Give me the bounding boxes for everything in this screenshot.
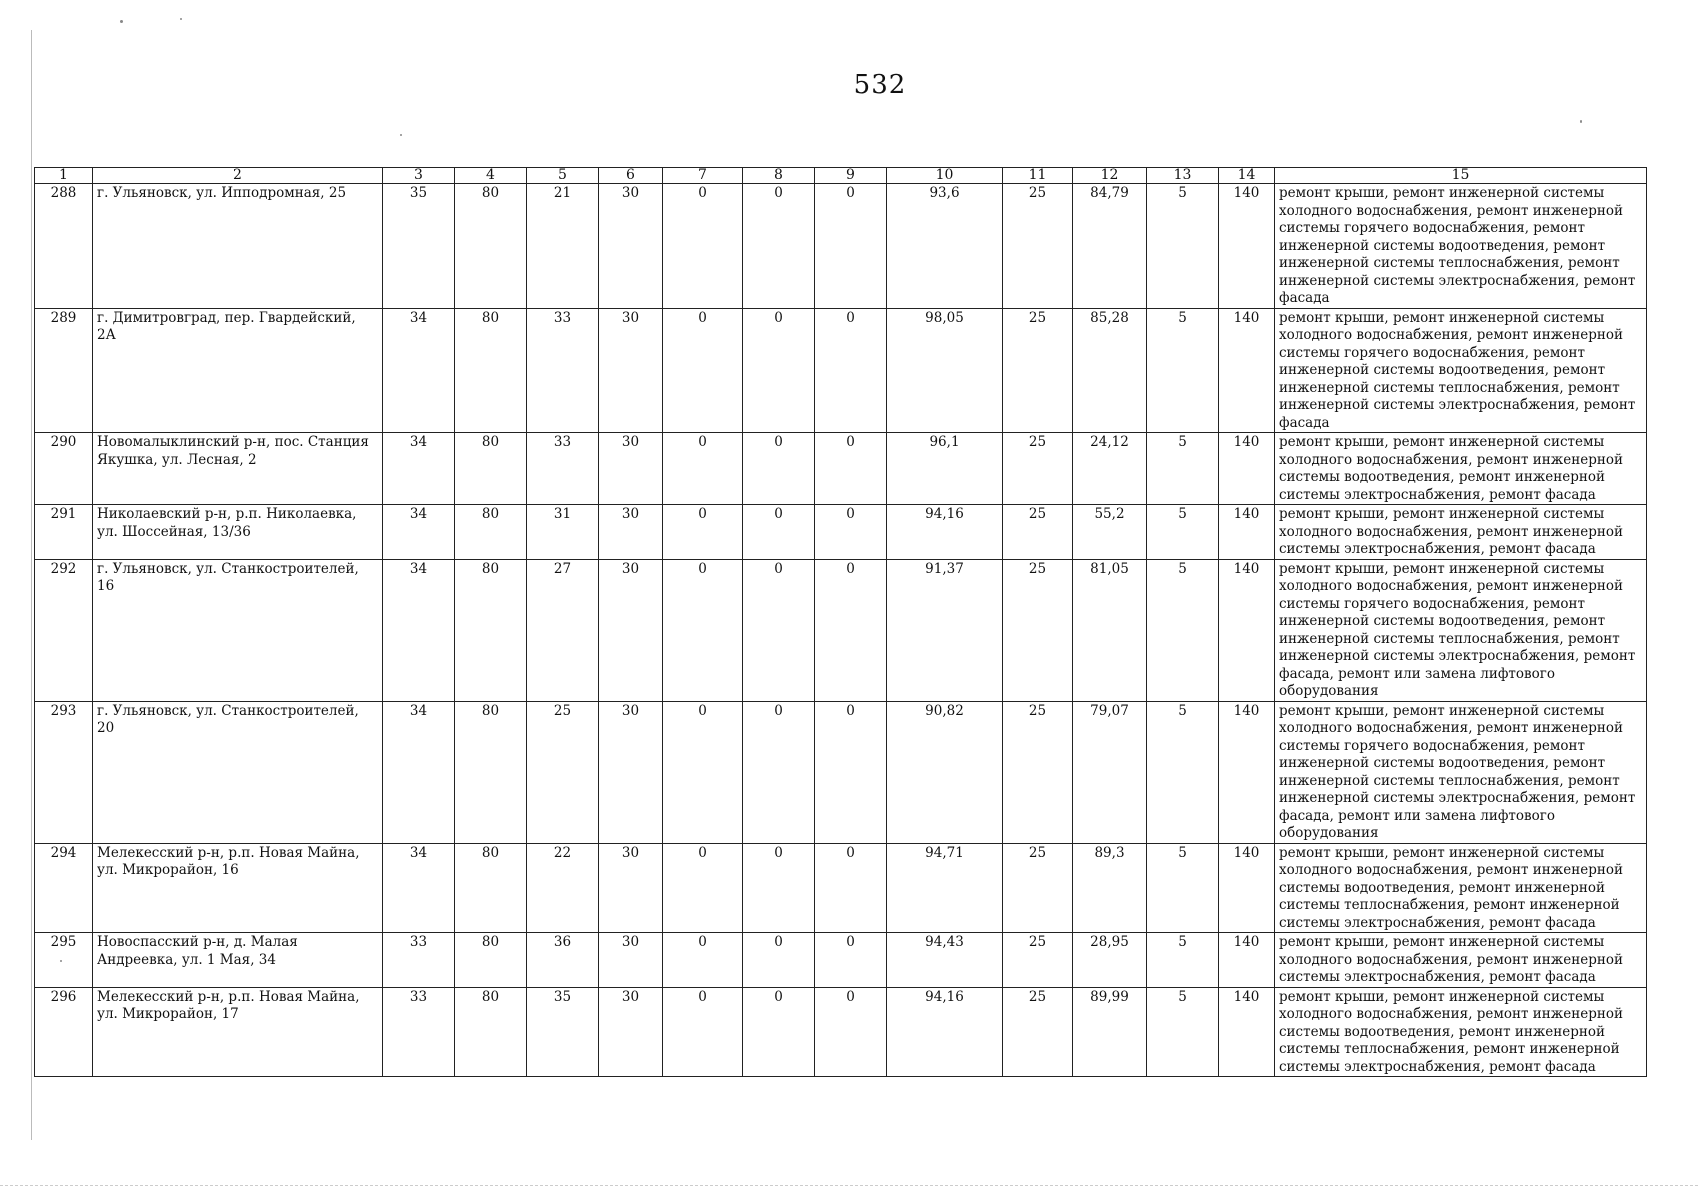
- cell-col-12: 81,05: [1073, 559, 1147, 701]
- cell-col-6: 30: [599, 701, 663, 843]
- cell-col-3: 33: [383, 933, 455, 988]
- table-row: [35, 701, 1647, 843]
- cell-col-7: 0: [663, 933, 743, 988]
- cell-col-13: 5: [1147, 933, 1219, 988]
- column-header: 13: [1147, 168, 1219, 184]
- cell-col-11: 25: [1003, 843, 1073, 933]
- cell-col-12: 28,95: [1073, 933, 1147, 988]
- column-header: 9: [815, 168, 887, 184]
- cell-col-6: 30: [599, 433, 663, 505]
- cell-col-12: 55,2: [1073, 505, 1147, 560]
- scan-bottom-edge: [0, 1185, 1698, 1186]
- cell-col-7: 0: [663, 559, 743, 701]
- cell-work-types: ремонт крыши, ремонт инженерной системы холодного водоснабжения, ремонт инженерной системы горячего водоснабжения, ремонт инженерной системы водоотведения, ремонт инженерной системы теплоснабжения, ремонт инженерной системы электроснабжения, ремонт фасада, ремонт или замена лифтового оборудования: [1275, 701, 1647, 843]
- cell-col-5: 33: [527, 308, 599, 433]
- cell-col-10: 94,16: [887, 987, 1003, 1077]
- cell-col-7: 0: [663, 843, 743, 933]
- cell-col-11: 25: [1003, 433, 1073, 505]
- cell-row-number: 289: [35, 308, 93, 433]
- cell-work-types: ремонт крыши, ремонт инженерной системы холодного водоснабжения, ремонт инженерной системы горячего водоснабжения, ремонт инженерной системы водоотведения, ремонт инженерной системы теплоснабжения, ремонт инженерной системы электроснабжения, ремонт фасада, ремонт или замена лифтового оборудования: [1275, 559, 1647, 701]
- scan-speck: [180, 18, 182, 20]
- cell-col-5: 25: [527, 701, 599, 843]
- column-header: 3: [383, 168, 455, 184]
- table-row: [35, 933, 1647, 988]
- cell-col-4: 80: [455, 505, 527, 560]
- table-row: [35, 505, 1647, 560]
- cell-col-8: 0: [743, 505, 815, 560]
- cell-col-6: 30: [599, 559, 663, 701]
- cell-col-6: 30: [599, 933, 663, 988]
- cell-col-8: 0: [743, 701, 815, 843]
- column-header: 10: [887, 168, 1003, 184]
- cell-col-10: 93,6: [887, 184, 1003, 309]
- cell-work-types: ремонт крыши, ремонт инженерной системы холодного водоснабжения, ремонт инженерной системы электроснабжения, ремонт фасада: [1275, 933, 1647, 988]
- registry-table: [34, 167, 1647, 1077]
- cell-col-10: 94,16: [887, 505, 1003, 560]
- cell-col-12: 89,99: [1073, 987, 1147, 1077]
- cell-col-10: 94,71: [887, 843, 1003, 933]
- cell-col-14: 140: [1219, 987, 1275, 1077]
- cell-col-4: 80: [455, 933, 527, 988]
- cell-col-11: 25: [1003, 308, 1073, 433]
- cell-col-14: 140: [1219, 308, 1275, 433]
- cell-col-3: 34: [383, 505, 455, 560]
- cell-col-4: 80: [455, 843, 527, 933]
- cell-col-7: 0: [663, 505, 743, 560]
- cell-col-9: 0: [815, 433, 887, 505]
- cell-col-13: 5: [1147, 308, 1219, 433]
- cell-work-types: ремонт крыши, ремонт инженерной системы холодного водоснабжения, ремонт инженерной системы горячего водоснабжения, ремонт инженерной системы водоотведения, ремонт инженерной системы теплоснабжения, ремонт инженерной системы электроснабжения, ремонт фасада: [1275, 308, 1647, 433]
- cell-col-13: 5: [1147, 433, 1219, 505]
- cell-col-5: 22: [527, 843, 599, 933]
- cell-col-4: 80: [455, 701, 527, 843]
- cell-col-3: 35: [383, 184, 455, 309]
- cell-col-14: 140: [1219, 843, 1275, 933]
- table-row: [35, 843, 1647, 933]
- cell-col-11: 25: [1003, 987, 1073, 1077]
- cell-col-7: 0: [663, 184, 743, 309]
- cell-col-13: 5: [1147, 843, 1219, 933]
- cell-col-8: 0: [743, 559, 815, 701]
- page-number: 532: [853, 70, 907, 100]
- cell-col-13: 5: [1147, 987, 1219, 1077]
- cell-col-12: 85,28: [1073, 308, 1147, 433]
- cell-col-11: 25: [1003, 184, 1073, 309]
- table-row: [35, 987, 1647, 1077]
- cell-col-14: 140: [1219, 559, 1275, 701]
- cell-col-9: 0: [815, 701, 887, 843]
- cell-col-13: 5: [1147, 505, 1219, 560]
- cell-col-5: 35: [527, 987, 599, 1077]
- cell-col-5: 36: [527, 933, 599, 988]
- cell-row-number: 293: [35, 701, 93, 843]
- table-row: [35, 433, 1647, 505]
- cell-col-7: 0: [663, 308, 743, 433]
- header-row: [35, 168, 1647, 184]
- cell-work-types: ремонт крыши, ремонт инженерной системы холодного водоснабжения, ремонт инженерной системы водоотведения, ремонт инженерной системы электроснабжения, ремонт фасада: [1275, 433, 1647, 505]
- cell-col-10: 98,05: [887, 308, 1003, 433]
- cell-col-9: 0: [815, 559, 887, 701]
- cell-col-10: 91,37: [887, 559, 1003, 701]
- cell-work-types: ремонт крыши, ремонт инженерной системы холодного водоснабжения, ремонт инженерной системы водоотведения, ремонт инженерной системы теплоснабжения, ремонт инженерной системы электроснабжения, ремонт фасада: [1275, 843, 1647, 933]
- cell-col-7: 0: [663, 987, 743, 1077]
- scan-speck: [120, 20, 123, 23]
- cell-address: Новомалыклинский р-н, пос. Станция Якушка, ул. Лесная, 2: [93, 433, 383, 505]
- column-header: 8: [743, 168, 815, 184]
- cell-row-number: 291: [35, 505, 93, 560]
- cell-address: г. Ульяновск, ул. Ипподромная, 25: [93, 184, 383, 309]
- cell-col-6: 30: [599, 843, 663, 933]
- cell-col-6: 30: [599, 184, 663, 309]
- scan-speck: [1580, 120, 1582, 123]
- cell-col-5: 21: [527, 184, 599, 309]
- column-header: 5: [527, 168, 599, 184]
- column-header: 4: [455, 168, 527, 184]
- column-header: 6: [599, 168, 663, 184]
- cell-col-5: 31: [527, 505, 599, 560]
- column-header: 15: [1275, 168, 1647, 184]
- cell-col-12: 89,3: [1073, 843, 1147, 933]
- column-header: 12: [1073, 168, 1147, 184]
- cell-col-4: 80: [455, 308, 527, 433]
- cell-col-6: 30: [599, 987, 663, 1077]
- cell-col-8: 0: [743, 433, 815, 505]
- cell-col-4: 80: [455, 433, 527, 505]
- cell-col-10: 90,82: [887, 701, 1003, 843]
- cell-col-3: 34: [383, 308, 455, 433]
- cell-col-11: 25: [1003, 933, 1073, 988]
- cell-col-13: 5: [1147, 184, 1219, 309]
- cell-col-12: 79,07: [1073, 701, 1147, 843]
- cell-col-7: 0: [663, 701, 743, 843]
- cell-address: г. Ульяновск, ул. Станкостроителей, 16: [93, 559, 383, 701]
- cell-col-8: 0: [743, 843, 815, 933]
- column-header: 1: [35, 168, 93, 184]
- cell-address: Новоспасский р-н, д. Малая Андреевка, ул. 1 Мая, 34: [93, 933, 383, 988]
- cell-col-6: 30: [599, 505, 663, 560]
- cell-col-3: 34: [383, 843, 455, 933]
- cell-col-14: 140: [1219, 184, 1275, 309]
- cell-col-4: 80: [455, 987, 527, 1077]
- cell-col-9: 0: [815, 933, 887, 988]
- table-row: [35, 308, 1647, 433]
- cell-col-10: 94,43: [887, 933, 1003, 988]
- cell-row-number: 295: [35, 933, 93, 988]
- cell-col-7: 0: [663, 433, 743, 505]
- cell-col-14: 140: [1219, 933, 1275, 988]
- cell-col-8: 0: [743, 933, 815, 988]
- cell-col-11: 25: [1003, 701, 1073, 843]
- cell-col-9: 0: [815, 987, 887, 1077]
- cell-row-number: 290: [35, 433, 93, 505]
- cell-col-9: 0: [815, 184, 887, 309]
- cell-row-number: 294: [35, 843, 93, 933]
- cell-col-13: 5: [1147, 559, 1219, 701]
- cell-col-5: 33: [527, 433, 599, 505]
- cell-col-14: 140: [1219, 505, 1275, 560]
- cell-col-4: 80: [455, 184, 527, 309]
- cell-address: Мелекесский р-н, р.п. Новая Майна, ул. Микрорайон, 17: [93, 987, 383, 1077]
- table-row: [35, 184, 1647, 309]
- cell-col-3: 34: [383, 559, 455, 701]
- cell-col-9: 0: [815, 308, 887, 433]
- cell-address: г. Димитровград, пер. Гвардейский, 2А: [93, 308, 383, 433]
- cell-col-14: 140: [1219, 433, 1275, 505]
- cell-col-5: 27: [527, 559, 599, 701]
- scan-speck: [400, 134, 402, 136]
- cell-col-8: 0: [743, 184, 815, 309]
- cell-address: Николаевский р-н, р.п. Николаевка, ул. Шоссейная, 13/36: [93, 505, 383, 560]
- cell-work-types: ремонт крыши, ремонт инженерной системы холодного водоснабжения, ремонт инженерной системы горячего водоснабжения, ремонт инженерной системы водоотведения, ремонт инженерной системы теплоснабжения, ремонт инженерной системы электроснабжения, ремонт фасада: [1275, 184, 1647, 309]
- cell-address: Мелекесский р-н, р.п. Новая Майна, ул. Микрорайон, 16: [93, 843, 383, 933]
- cell-col-3: 34: [383, 433, 455, 505]
- cell-col-3: 34: [383, 701, 455, 843]
- cell-row-number: 292: [35, 559, 93, 701]
- page-margin-line: [31, 30, 32, 1140]
- table-row: [35, 559, 1647, 701]
- cell-col-13: 5: [1147, 701, 1219, 843]
- cell-col-9: 0: [815, 843, 887, 933]
- cell-col-6: 30: [599, 308, 663, 433]
- cell-col-8: 0: [743, 987, 815, 1077]
- cell-col-8: 0: [743, 308, 815, 433]
- cell-col-14: 140: [1219, 701, 1275, 843]
- cell-col-4: 80: [455, 559, 527, 701]
- column-header: 2: [93, 168, 383, 184]
- cell-col-11: 25: [1003, 505, 1073, 560]
- cell-work-types: ремонт крыши, ремонт инженерной системы холодного водоснабжения, ремонт инженерной системы электроснабжения, ремонт фасада: [1275, 505, 1647, 560]
- column-header: 7: [663, 168, 743, 184]
- column-header: 11: [1003, 168, 1073, 184]
- cell-address: г. Ульяновск, ул. Станкостроителей, 20: [93, 701, 383, 843]
- column-header: 14: [1219, 168, 1275, 184]
- cell-row-number: 288: [35, 184, 93, 309]
- cell-row-number: 296: [35, 987, 93, 1077]
- cell-col-3: 33: [383, 987, 455, 1077]
- cell-work-types: ремонт крыши, ремонт инженерной системы холодного водоснабжения, ремонт инженерной системы водоотведения, ремонт инженерной системы теплоснабжения, ремонт инженерной системы электроснабжения, ремонт фасада: [1275, 987, 1647, 1077]
- cell-col-11: 25: [1003, 559, 1073, 701]
- cell-col-12: 84,79: [1073, 184, 1147, 309]
- cell-col-10: 96,1: [887, 433, 1003, 505]
- cell-col-9: 0: [815, 505, 887, 560]
- cell-col-12: 24,12: [1073, 433, 1147, 505]
